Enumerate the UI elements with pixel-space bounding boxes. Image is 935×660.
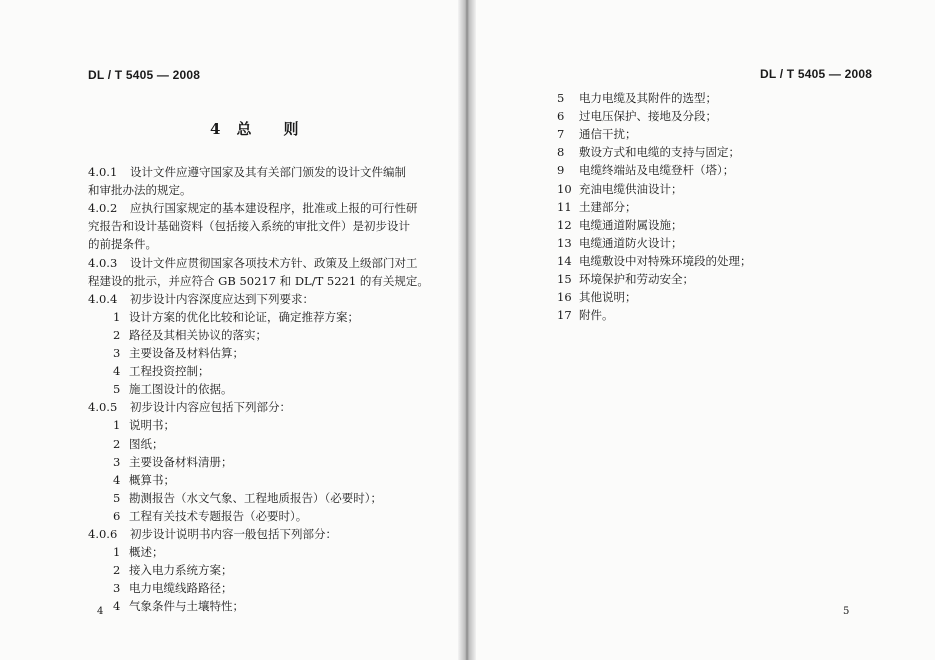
- item-text: 电缆通道防火设计；: [579, 235, 683, 250]
- clause-number: 4.0.1: [88, 165, 118, 179]
- line-text: 设计文件应遵守国家及其有关部门颁发的设计文件编制: [130, 165, 406, 179]
- item-number: 9: [557, 163, 565, 178]
- line-text: 设计文件应贯彻国家各项技术方针、政策及上级部门对工: [130, 255, 418, 270]
- item-text: 电缆敷设中对特殊环境段的处理；: [579, 253, 752, 268]
- item-number: 11: [557, 199, 572, 214]
- line-text: 的前提条件。: [88, 237, 157, 252]
- clause-number: 4.0.3: [88, 255, 118, 270]
- right-page-number: 5: [843, 606, 850, 617]
- item-number: 10: [557, 181, 572, 196]
- item-number: 3: [113, 346, 121, 360]
- left-page-number: 4: [97, 606, 104, 617]
- item-number: 1: [113, 309, 121, 324]
- item-text: 电缆通道附属设施；: [579, 217, 683, 232]
- item-number: 5: [113, 382, 121, 397]
- item-number: 3: [113, 581, 121, 596]
- item-number: 5: [113, 490, 121, 505]
- line-text: 图纸；: [129, 436, 164, 451]
- line-text: 接入电力系统方案；: [129, 563, 233, 578]
- item-number: 4: [113, 364, 121, 379]
- item-number: 17: [557, 308, 572, 323]
- item-number: 2: [113, 563, 121, 578]
- chapter-title-char-1: 总: [236, 120, 254, 138]
- item-number: 4: [113, 599, 121, 614]
- chapter-title: [210, 118, 300, 139]
- item-text: 电缆终端站及电缆登杆（塔）；: [579, 163, 735, 178]
- line-text: 施工图设计的依据。: [129, 382, 233, 397]
- line-text: 主要设备材料清册；: [129, 454, 233, 469]
- line-text: 概算书；: [129, 472, 175, 487]
- item-number: 13: [557, 235, 572, 250]
- line-text: 设计方案的优化比较和论证，确定推荐方案；: [129, 309, 359, 324]
- right-running-header: DL / T 5405 — 2008: [760, 67, 873, 81]
- line-text: 程建设的批示，并应符合 GB 50217 和 DL/T 5221 的有关规定。: [88, 273, 429, 288]
- item-text: 充油电缆供油设计；: [579, 181, 683, 196]
- line-text: 工程有关技术专题报告（必要时）。: [129, 508, 308, 523]
- item-number: 1: [113, 545, 121, 560]
- item-number: 16: [557, 290, 572, 305]
- item-text: 附件。: [579, 308, 614, 323]
- item-number: 6: [557, 109, 565, 124]
- line-text: 初步设计内容深度应达到下列要求：: [130, 291, 314, 306]
- item-text: 过电压保护、接地及分段；: [579, 109, 717, 124]
- item-number: 2: [113, 327, 121, 342]
- clause-number: 4.0.5: [88, 400, 118, 415]
- line-text: 和审批办法的规定。: [88, 183, 192, 198]
- item-number: 12: [557, 217, 572, 232]
- item-text: 其他说明；: [579, 290, 637, 305]
- clause-number: 4.0.4: [88, 291, 118, 306]
- line-text: 究报告和设计基础资料（包括接入系统的审批文件）是初步设计: [88, 219, 410, 234]
- item-number: 2: [113, 436, 121, 451]
- clause-number: 4.0.6: [88, 527, 118, 541]
- item-number: 6: [113, 508, 121, 523]
- item-text: 环境保护和劳动安全；: [579, 272, 694, 286]
- item-number: 15: [557, 272, 572, 286]
- item-text: 土建部分；: [579, 199, 637, 214]
- line-text: 工程投资控制；: [129, 364, 210, 379]
- line-text: 应执行国家规定的基本建设程序，批准或上报的可行性研: [130, 201, 418, 216]
- item-number: 3: [113, 454, 121, 469]
- line-text: 气象条件与土壤特性；: [129, 599, 244, 614]
- line-text: 主要设备及材料估算；: [129, 346, 244, 360]
- chapter-number: 4: [210, 120, 223, 138]
- line-text: 电力电缆线路路径；: [129, 581, 233, 596]
- item-number: 7: [557, 127, 565, 142]
- item-number: 4: [113, 472, 121, 487]
- item-text: 通信干扰；: [579, 127, 637, 142]
- line-text: 初步设计说明书内容一般包括下列部分：: [130, 527, 337, 541]
- item-number: 5: [557, 91, 565, 105]
- line-text: 概述；: [129, 545, 164, 560]
- clause-number: 4.0.2: [88, 201, 118, 216]
- chapter-title-char-2: 则: [283, 120, 301, 138]
- item-number: 1: [113, 418, 121, 433]
- left-running-header: DL / T 5405 — 2008: [88, 68, 201, 82]
- item-text: 敷设方式和电缆的支持与固定；: [579, 145, 740, 160]
- line-text: 路径及其相关协议的落实；: [129, 327, 267, 342]
- line-text: 初步设计内容应包括下列部分：: [130, 400, 291, 415]
- line-text: 勘测报告（水文气象、工程地质报告）（必要时）；: [129, 490, 382, 505]
- item-number: 8: [557, 145, 565, 160]
- book-gutter: [458, 0, 476, 660]
- line-text: 说明书；: [129, 418, 175, 433]
- item-text: 电力电缆及其附件的选型；: [579, 91, 717, 105]
- item-number: 14: [557, 253, 572, 268]
